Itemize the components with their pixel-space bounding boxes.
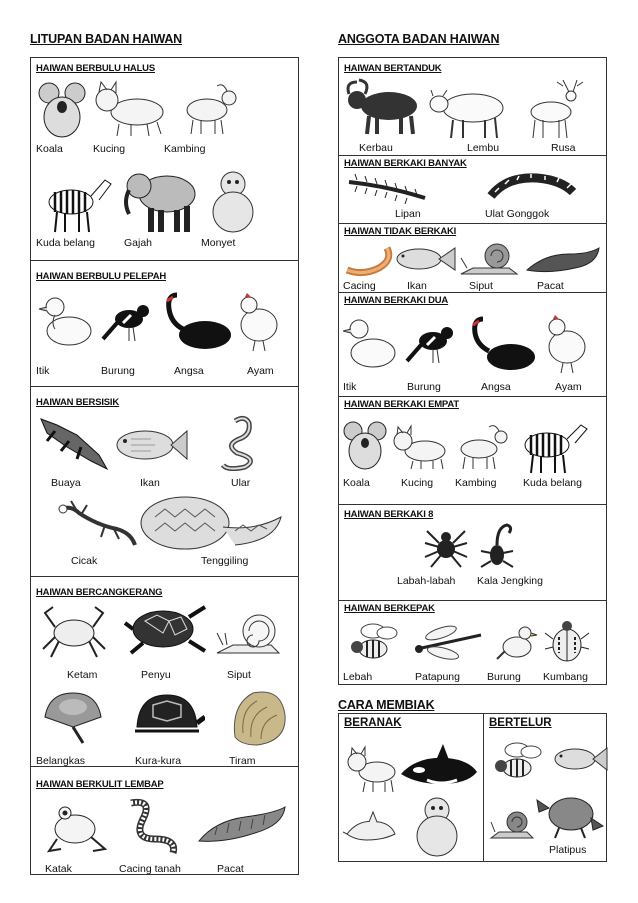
snail-icon bbox=[489, 804, 535, 842]
beetle-icon bbox=[543, 617, 591, 665]
label-lembu: Lembu bbox=[467, 142, 500, 154]
monkey-icon bbox=[409, 794, 465, 858]
section-title: HAIWAN BERKAKI EMPAT bbox=[344, 399, 459, 410]
label-burung: Burung bbox=[407, 381, 441, 393]
label-kura-kura: Kura-kura bbox=[135, 755, 182, 767]
label-pacat: Pacat bbox=[217, 863, 244, 875]
millipede-icon bbox=[487, 172, 577, 202]
label-pacat: Pacat bbox=[537, 280, 564, 292]
section-title: HAIWAN BERTANDUK bbox=[344, 63, 442, 74]
koala-icon bbox=[37, 78, 87, 140]
koala-icon bbox=[343, 419, 387, 471]
label-katak: Katak bbox=[45, 863, 72, 875]
section-title: HAIWAN BERKAKI DUA bbox=[344, 295, 449, 306]
section-bertanduk bbox=[339, 58, 606, 155]
label-ayam: Ayam bbox=[247, 365, 274, 377]
left-column-title: LITUPAN BADAN HAIWAN bbox=[30, 32, 183, 46]
section-berkaki-empat bbox=[339, 396, 606, 504]
label-burung: Burung bbox=[101, 365, 135, 377]
section-title: HAIWAN BERKEPAK bbox=[344, 603, 435, 614]
cat-icon bbox=[389, 423, 449, 471]
earthworm-icon bbox=[123, 795, 183, 857]
cara-membiak-title: CARA MEMBIAK bbox=[338, 698, 435, 712]
cat-icon bbox=[89, 78, 169, 138]
label-kerbau: Kerbau bbox=[359, 142, 393, 154]
label-siput: Siput bbox=[227, 669, 251, 681]
divider bbox=[483, 714, 484, 861]
label-tenggiling: Tenggiling bbox=[201, 555, 249, 567]
section-title: HAIWAN BERKULIT LEMBAP bbox=[36, 779, 164, 790]
cara-membiak-box bbox=[338, 713, 607, 862]
right-column-title: ANGGOTA BADAN HAIWAN bbox=[338, 32, 500, 46]
label-cacing-tanah: Cacing tanah bbox=[119, 863, 181, 875]
label-kambing: Kambing bbox=[164, 143, 206, 155]
tortoise-icon bbox=[129, 687, 205, 747]
frog-icon bbox=[45, 799, 109, 853]
fish-icon bbox=[111, 421, 189, 469]
label-kala-jengking: Kala Jengking bbox=[477, 575, 543, 587]
label-angsa: Angsa bbox=[481, 381, 511, 393]
oyster-icon bbox=[227, 685, 291, 749]
label-itik: Itik bbox=[36, 365, 50, 377]
label-buaya: Buaya bbox=[51, 477, 81, 489]
section-berkaki-dua bbox=[339, 292, 606, 396]
label-patapung: Patapung bbox=[415, 671, 460, 683]
label-ulat-gonggok: Ulat Gonggok bbox=[485, 208, 550, 220]
monkey-icon bbox=[205, 168, 261, 236]
bertelur-heading: BERTELUR bbox=[489, 717, 552, 729]
label-kumbang: Kumbang bbox=[543, 671, 588, 683]
crocodile-icon bbox=[37, 411, 109, 471]
section-title: HAIWAN BERCANGKERANG bbox=[36, 587, 163, 598]
leech-icon bbox=[195, 801, 289, 849]
label-cicak: Cicak bbox=[71, 555, 98, 567]
leech-icon bbox=[525, 244, 601, 274]
centipede-icon bbox=[347, 172, 427, 204]
zebra-icon bbox=[37, 170, 117, 234]
label-gajah: Gajah bbox=[124, 237, 153, 249]
label-koala: Koala bbox=[343, 477, 370, 489]
label-burung: Burung bbox=[487, 671, 521, 683]
snail-icon bbox=[213, 603, 283, 659]
bee-icon bbox=[489, 738, 547, 784]
section-title: HAIWAN TIDAK BERKAKI bbox=[344, 226, 457, 237]
section-title: HAIWAN BERKAKI 8 bbox=[344, 509, 434, 520]
label-belangkas: Belangkas bbox=[36, 755, 86, 767]
label-cacing: Cacing bbox=[343, 280, 376, 292]
section-berkulit-lembap bbox=[31, 766, 298, 876]
label-ikan: Ikan bbox=[407, 280, 427, 292]
label-kucing: Kucing bbox=[93, 143, 126, 155]
label-lipan: Lipan bbox=[395, 208, 421, 220]
label-kambing: Kambing bbox=[455, 477, 497, 489]
deer-icon bbox=[519, 76, 587, 140]
magpie-icon bbox=[101, 293, 161, 349]
label-ular: Ular bbox=[231, 477, 251, 489]
label-siput: Siput bbox=[469, 280, 493, 292]
cat-icon bbox=[343, 744, 399, 794]
label-kuda-belang: Kuda belang bbox=[36, 237, 95, 249]
cow-icon bbox=[427, 78, 513, 140]
horseshoe-crab-icon bbox=[39, 687, 109, 747]
bee-icon bbox=[343, 619, 405, 665]
label-ketam: Ketam bbox=[67, 669, 98, 681]
duck-icon bbox=[343, 313, 399, 375]
section-bercangkerang bbox=[31, 576, 298, 766]
section-berkaki-banyak bbox=[339, 155, 606, 223]
section-berkaki-8 bbox=[339, 504, 606, 600]
buffalo-icon bbox=[343, 76, 425, 138]
label-lebah: Lebah bbox=[343, 671, 373, 683]
fish-icon bbox=[391, 242, 457, 276]
fish-icon bbox=[551, 742, 609, 776]
bird-icon bbox=[495, 621, 539, 665]
black-swan-icon bbox=[469, 315, 537, 375]
turtle-icon bbox=[123, 603, 207, 655]
worm-icon bbox=[343, 242, 397, 278]
section-title: HAIWAN BERSISIK bbox=[36, 397, 120, 408]
spider-icon bbox=[423, 523, 469, 569]
crab-icon bbox=[39, 603, 109, 661]
orca-icon bbox=[397, 744, 479, 794]
label-koala: Koala bbox=[36, 143, 63, 155]
label-platipus: Platipus bbox=[549, 844, 587, 856]
label-kuda-belang: Kuda belang bbox=[523, 477, 582, 489]
label-ikan: Ikan bbox=[140, 477, 160, 489]
magpie-icon bbox=[405, 317, 463, 371]
label-monyet: Monyet bbox=[201, 237, 236, 249]
section-title: HAIWAN BERBULU HALUS bbox=[36, 63, 155, 74]
pangolin-icon bbox=[135, 487, 285, 557]
section-tidak-berkaki bbox=[339, 223, 606, 292]
beranak-heading: BERANAK bbox=[344, 717, 402, 729]
label-ayam: Ayam bbox=[555, 381, 582, 393]
litupan-box bbox=[30, 57, 299, 875]
goat-icon bbox=[179, 80, 239, 136]
section-berbulu-halus bbox=[31, 58, 298, 260]
dolphin-icon bbox=[343, 810, 397, 850]
platypus-icon bbox=[535, 782, 605, 842]
chicken-icon bbox=[231, 291, 285, 353]
section-berbulu-pelepah bbox=[31, 260, 298, 386]
label-penyu: Penyu bbox=[141, 669, 171, 681]
label-angsa: Angsa bbox=[174, 365, 204, 377]
section-berkepak bbox=[339, 600, 606, 686]
section-title: HAIWAN BERKAKI BANYAK bbox=[344, 158, 467, 169]
chicken-icon bbox=[539, 313, 593, 375]
elephant-icon bbox=[117, 162, 201, 234]
section-title: HAIWAN BERBULU PELEPAH bbox=[36, 271, 167, 282]
black-swan-icon bbox=[163, 289, 233, 355]
label-labah-labah: Labah-labah bbox=[397, 575, 456, 587]
scorpion-icon bbox=[477, 521, 517, 571]
label-rusa: Rusa bbox=[551, 142, 576, 154]
anggota-box bbox=[338, 57, 607, 685]
lizard-icon bbox=[57, 499, 137, 551]
goat-icon bbox=[453, 423, 511, 471]
snail-icon bbox=[459, 238, 521, 278]
dragonfly-icon bbox=[411, 623, 487, 661]
zebra-icon bbox=[515, 417, 591, 475]
label-itik: Itik bbox=[343, 381, 357, 393]
section-bersisik bbox=[31, 386, 298, 576]
label-tiram: Tiram bbox=[229, 755, 256, 767]
duck-icon bbox=[37, 291, 97, 353]
snake-icon bbox=[215, 413, 271, 473]
label-kucing: Kucing bbox=[401, 477, 434, 489]
